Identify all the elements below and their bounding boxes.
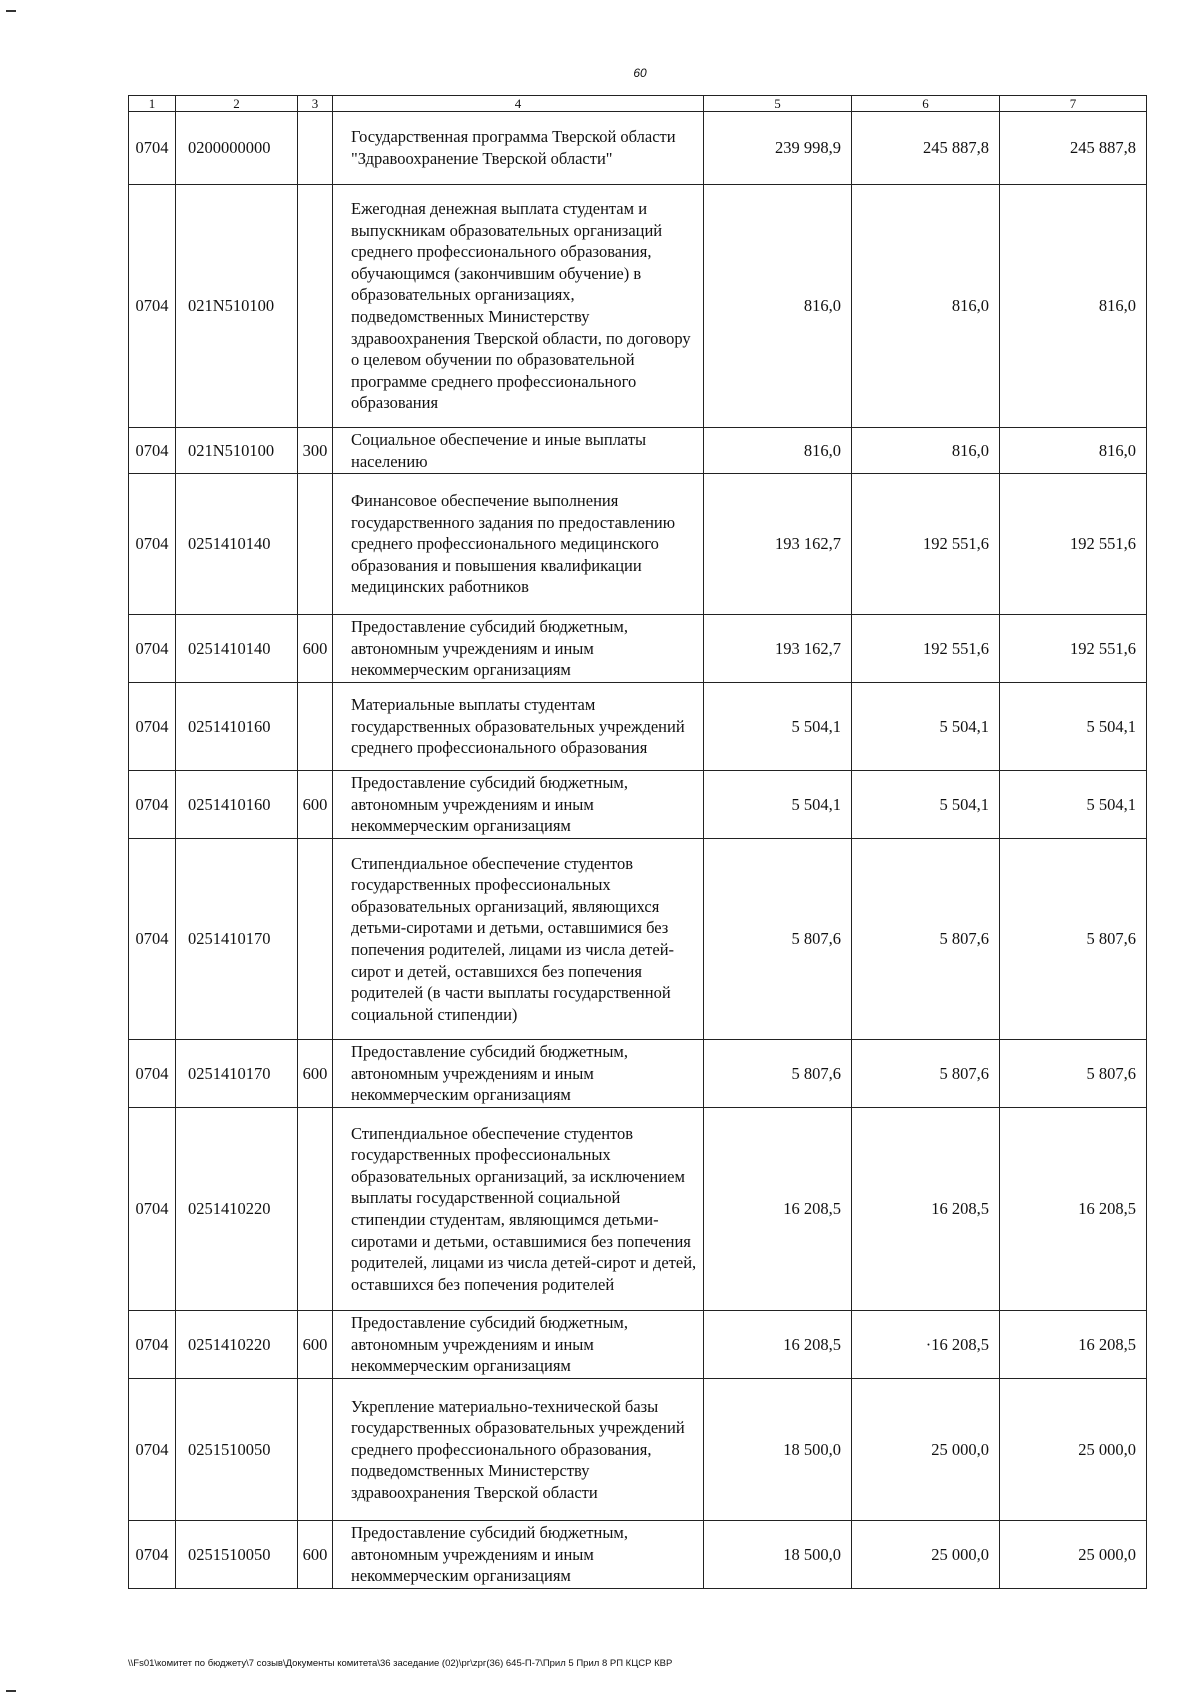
cell-name: Финансовое обеспечение выполнения государственного задания по предоставлению среднего профессионального медицинского образования и повышения квалификации медицинских работников bbox=[333, 474, 704, 615]
cell-section: 0704 bbox=[129, 1521, 176, 1589]
cell-section: 0704 bbox=[129, 1108, 176, 1311]
cell-v6: 5 807,6 bbox=[852, 1040, 1000, 1108]
cell-name: Предоставление субсидий бюджетным, автономным учреждениям и иным некоммерческим организациям bbox=[333, 1040, 704, 1108]
cell-type: 600 bbox=[298, 1040, 333, 1108]
cell-type bbox=[298, 1108, 333, 1311]
table-row bbox=[129, 1521, 1147, 1589]
cell-v7: 16 208,5 bbox=[1000, 1311, 1147, 1379]
margin-mark bbox=[6, 1690, 16, 1692]
cell-type bbox=[298, 185, 333, 428]
table-row bbox=[129, 474, 1147, 615]
table-row bbox=[129, 428, 1147, 474]
cell-v7: 816,0 bbox=[1000, 185, 1147, 428]
cell-v6: 5 504,1 bbox=[852, 771, 1000, 839]
table-row bbox=[129, 839, 1147, 1040]
cell-v5: 16 208,5 bbox=[704, 1108, 852, 1311]
cell-v7: 192 551,6 bbox=[1000, 615, 1147, 683]
column-header: 4 bbox=[333, 96, 704, 112]
cell-v6: 816,0 bbox=[852, 185, 1000, 428]
cell-name: Предоставление субсидий бюджетным, автономным учреждениям и иным некоммерческим организациям bbox=[333, 771, 704, 839]
cell-v5: 5 807,6 bbox=[704, 1040, 852, 1108]
cell-v5: 193 162,7 bbox=[704, 474, 852, 615]
column-number-row bbox=[129, 96, 1147, 112]
cell-v5: 16 208,5 bbox=[704, 1311, 852, 1379]
cell-section: 0704 bbox=[129, 1311, 176, 1379]
cell-code: 0251510050 bbox=[176, 1521, 298, 1589]
cell-name: Социальное обеспечение и иные выплаты населению bbox=[333, 428, 704, 474]
cell-v7: 5 807,6 bbox=[1000, 1040, 1147, 1108]
table-row bbox=[129, 771, 1147, 839]
column-header: 3 bbox=[298, 96, 333, 112]
cell-code: 0251410170 bbox=[176, 1040, 298, 1108]
column-header: 6 bbox=[852, 96, 1000, 112]
cell-section: 0704 bbox=[129, 474, 176, 615]
column-header: 7 bbox=[1000, 96, 1147, 112]
cell-section: 0704 bbox=[129, 839, 176, 1040]
cell-section: 0704 bbox=[129, 683, 176, 771]
cell-code: 0251410160 bbox=[176, 771, 298, 839]
cell-v5: 18 500,0 bbox=[704, 1379, 852, 1521]
cell-v6: 192 551,6 bbox=[852, 615, 1000, 683]
cell-type bbox=[298, 112, 333, 185]
cell-code: 0251410140 bbox=[176, 474, 298, 615]
cell-v7: 5 504,1 bbox=[1000, 771, 1147, 839]
cell-v5: 239 998,9 bbox=[704, 112, 852, 185]
cell-type: 600 bbox=[298, 771, 333, 839]
cell-v6: 25 000,0 bbox=[852, 1379, 1000, 1521]
cell-type: 600 bbox=[298, 1521, 333, 1589]
cell-type bbox=[298, 1379, 333, 1521]
cell-name: Ежегодная денежная выплата студентам и выпускникам образовательных организаций среднего профессионального образования, обучающимся (закончившим обучение) в образовательных организациях, подведомственных Министерству здравоохранения Тверской области, по договору о целевом обучении по образовательной программе среднего профессионального образования bbox=[333, 185, 704, 428]
cell-code: 021N510100 bbox=[176, 185, 298, 428]
cell-v7: 245 887,8 bbox=[1000, 112, 1147, 185]
cell-v7: 5 807,6 bbox=[1000, 839, 1147, 1040]
file-path-footer: \\Fs01\комитет по бюджету\7 созыв\Документы комитета\36 заседание (02)\рг\zрг(36) 645-П-7\Прил 5 Прил 8 РП КЦСР КВР bbox=[128, 1658, 673, 1669]
cell-code: 0251510050 bbox=[176, 1379, 298, 1521]
cell-section: 0704 bbox=[129, 112, 176, 185]
cell-section: 0704 bbox=[129, 615, 176, 683]
cell-section: 0704 bbox=[129, 1379, 176, 1521]
cell-v6: 192 551,6 bbox=[852, 474, 1000, 615]
cell-name: Государственная программа Тверской области "Здравоохранение Тверской области" bbox=[333, 112, 704, 185]
page-number: 60 bbox=[633, 66, 647, 80]
table-row bbox=[129, 1379, 1147, 1521]
budget-table bbox=[128, 95, 1147, 1589]
cell-v7: 5 504,1 bbox=[1000, 683, 1147, 771]
cell-name: Предоставление субсидий бюджетным, автономным учреждениям и иным некоммерческим организациям bbox=[333, 615, 704, 683]
cell-type: 300 bbox=[298, 428, 333, 474]
cell-section: 0704 bbox=[129, 1040, 176, 1108]
cell-v6: 25 000,0 bbox=[852, 1521, 1000, 1589]
table-row bbox=[129, 1040, 1147, 1108]
cell-v6: 5 504,1 bbox=[852, 683, 1000, 771]
cell-code: 0251410220 bbox=[176, 1108, 298, 1311]
cell-v6: 5 807,6 bbox=[852, 839, 1000, 1040]
cell-v5: 5 807,6 bbox=[704, 839, 852, 1040]
cell-v5: 193 162,7 bbox=[704, 615, 852, 683]
cell-v5: 5 504,1 bbox=[704, 771, 852, 839]
cell-v7: 16 208,5 bbox=[1000, 1108, 1147, 1311]
cell-code: 0251410170 bbox=[176, 839, 298, 1040]
cell-section: 0704 bbox=[129, 771, 176, 839]
cell-code: 0251410160 bbox=[176, 683, 298, 771]
cell-type bbox=[298, 474, 333, 615]
cell-name: Стипендиальное обеспечение студентов государственных профессиональных образовательных организаций, являющихся детьми-сиротами и детьми, оставшимися без попечения родителей, лицами из числа детей-сирот и детей, оставшихся без попечения родителей (в части выплаты государственной социальной стипендии) bbox=[333, 839, 704, 1040]
cell-name: Предоставление субсидий бюджетным, автономным учреждениям и иным некоммерческим организациям bbox=[333, 1521, 704, 1589]
cell-code: 0251410220 bbox=[176, 1311, 298, 1379]
cell-type bbox=[298, 683, 333, 771]
cell-v6: 16 208,5 bbox=[852, 1108, 1000, 1311]
table-row bbox=[129, 615, 1147, 683]
cell-section: 0704 bbox=[129, 185, 176, 428]
cell-v6: 816,0 bbox=[852, 428, 1000, 474]
cell-v5: 816,0 bbox=[704, 428, 852, 474]
cell-name: Предоставление субсидий бюджетным, автономным учреждениям и иным некоммерческим организациям bbox=[333, 1311, 704, 1379]
cell-v5: 816,0 bbox=[704, 185, 852, 428]
cell-type bbox=[298, 839, 333, 1040]
cell-name: Материальные выплаты студентам государственных образовательных учреждений среднего профессионального образования bbox=[333, 683, 704, 771]
cell-v7: 816,0 bbox=[1000, 428, 1147, 474]
column-header: 2 bbox=[176, 96, 298, 112]
cell-name: Укрепление материально-технической базы государственных образовательных учреждений среднего профессионального образования, подведомственных Министерству здравоохранения Тверской области bbox=[333, 1379, 704, 1521]
table-row bbox=[129, 185, 1147, 428]
cell-v5: 5 504,1 bbox=[704, 683, 852, 771]
cell-v6: ·16 208,5 bbox=[852, 1311, 1000, 1379]
cell-v7: 192 551,6 bbox=[1000, 474, 1147, 615]
table-row bbox=[129, 1108, 1147, 1311]
cell-code: 021N510100 bbox=[176, 428, 298, 474]
cell-code: 0200000000 bbox=[176, 112, 298, 185]
cell-code: 0251410140 bbox=[176, 615, 298, 683]
cell-name: Стипендиальное обеспечение студентов государственных профессиональных образовательных организаций, за исключением выплаты государственной социальной стипендии студентам, являющимся детьми-сиротами и детьми, оставшимися без попечения родителей, лицами из числа детей-сирот и детей, оставшихся без попечения родителей bbox=[333, 1108, 704, 1311]
column-header: 1 bbox=[129, 96, 176, 112]
margin-mark bbox=[6, 10, 16, 12]
cell-section: 0704 bbox=[129, 428, 176, 474]
cell-type: 600 bbox=[298, 615, 333, 683]
cell-v5: 18 500,0 bbox=[704, 1521, 852, 1589]
table-row bbox=[129, 1311, 1147, 1379]
cell-v7: 25 000,0 bbox=[1000, 1379, 1147, 1521]
table-row bbox=[129, 683, 1147, 771]
cell-type: 600 bbox=[298, 1311, 333, 1379]
cell-v7: 25 000,0 bbox=[1000, 1521, 1147, 1589]
column-header: 5 bbox=[704, 96, 852, 112]
table-row bbox=[129, 112, 1147, 185]
cell-v6: 245 887,8 bbox=[852, 112, 1000, 185]
